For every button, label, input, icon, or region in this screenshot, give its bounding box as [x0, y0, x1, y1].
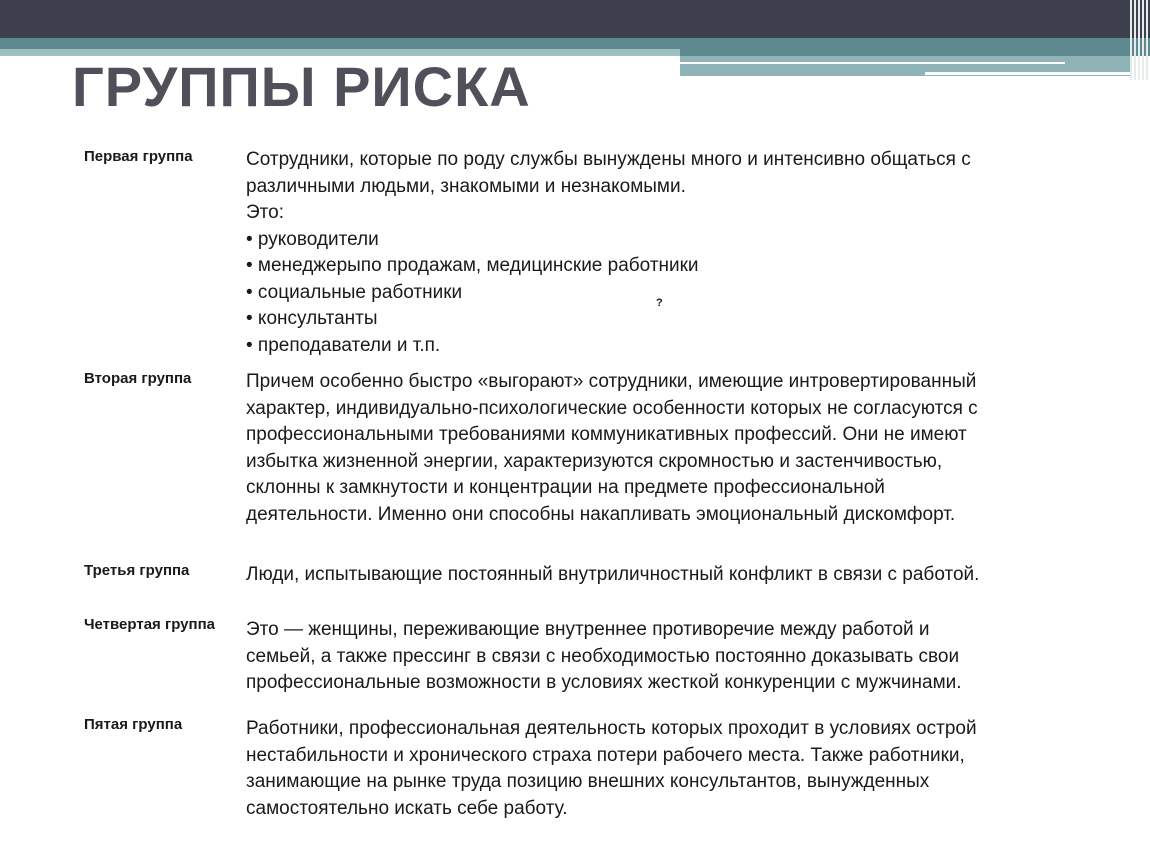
group-label-fifth: Пятая группа: [84, 716, 183, 733]
text-line: склонны к замкнутости и концентрации на предмете профессиональной: [246, 477, 885, 498]
slide-title: ГРУППЫ РИСКА: [72, 55, 531, 118]
group-text-fifth: [246, 716, 977, 822]
text-line: занимающие на рынке труда позицию внешних консультантов, вынужденных: [246, 771, 930, 792]
text-line: Это — женщины, переживающие внутреннее противоречие между работой и: [246, 619, 930, 640]
text-line: нестабильности и хронического страха потери рабочего места. Также работники,: [246, 744, 965, 766]
group-text-third: [246, 562, 979, 589]
header-vertical-stripes: [1128, 0, 1150, 80]
text-line: деятельности. Именно они способны накапливать эмоциональный дискомфорт.: [246, 503, 956, 525]
group-text-fourth: [246, 617, 962, 697]
text-line: Причем особенно быстро «выгорают» сотрудники, имеющие интровертированный: [246, 371, 977, 392]
bullet-item: • руководители: [246, 228, 379, 250]
group-label-first: Первая группа: [84, 148, 193, 165]
text-line: характер, индивидуально-психологические особенности которых не согласуются с: [246, 397, 978, 419]
text-line: самостоятельно искать себе работу.: [246, 797, 568, 819]
header-dark-band: [0, 0, 1150, 38]
group-label-second: Вторая группа: [84, 370, 192, 387]
text-line: семьей, а также прессинг в связи с необходимостью постоянно доказывать свои: [246, 645, 960, 667]
stray-mark: ?: [656, 297, 663, 309]
text-line: профессиональными требованиями коммуникативных профессий. Они не имеют: [246, 424, 967, 445]
text-line: Это:: [246, 202, 284, 223]
text-line: Работники, профессиональная деятельность которых проходит в условиях острой: [246, 718, 977, 739]
text-line: избытка жизненной энергии, характеризуются скромностью и застенчивостью,: [246, 450, 943, 472]
group-text-first: [246, 147, 971, 359]
bullet-item: • консультанты: [246, 308, 378, 329]
text-line: Сотрудники, которые по роду службы вынуждены много и интенсивно общаться с: [246, 149, 971, 170]
bullet-item: • менеджерыпо продажам, медицинские работники: [246, 255, 699, 276]
group-label-fourth: Четвертая группа: [84, 616, 215, 633]
bullet-item: • социальные работники: [246, 281, 463, 303]
header-accent-line-short: [925, 72, 1130, 75]
text-line: профессиональные возможности в условиях жесткой конкуренции с мужчинами.: [246, 672, 962, 693]
bullet-item: • преподаватели и т.п.: [246, 334, 441, 356]
group-label-third: Третья группа: [84, 562, 190, 579]
header-accent-line: [680, 62, 1065, 64]
group-text-second: [246, 369, 978, 528]
text-line: различными людьми, знакомыми и незнакомыми.: [246, 175, 686, 197]
text-line: Люди, испытывающие постоянный внутриличностный конфликт в связи с работой.: [246, 564, 980, 585]
